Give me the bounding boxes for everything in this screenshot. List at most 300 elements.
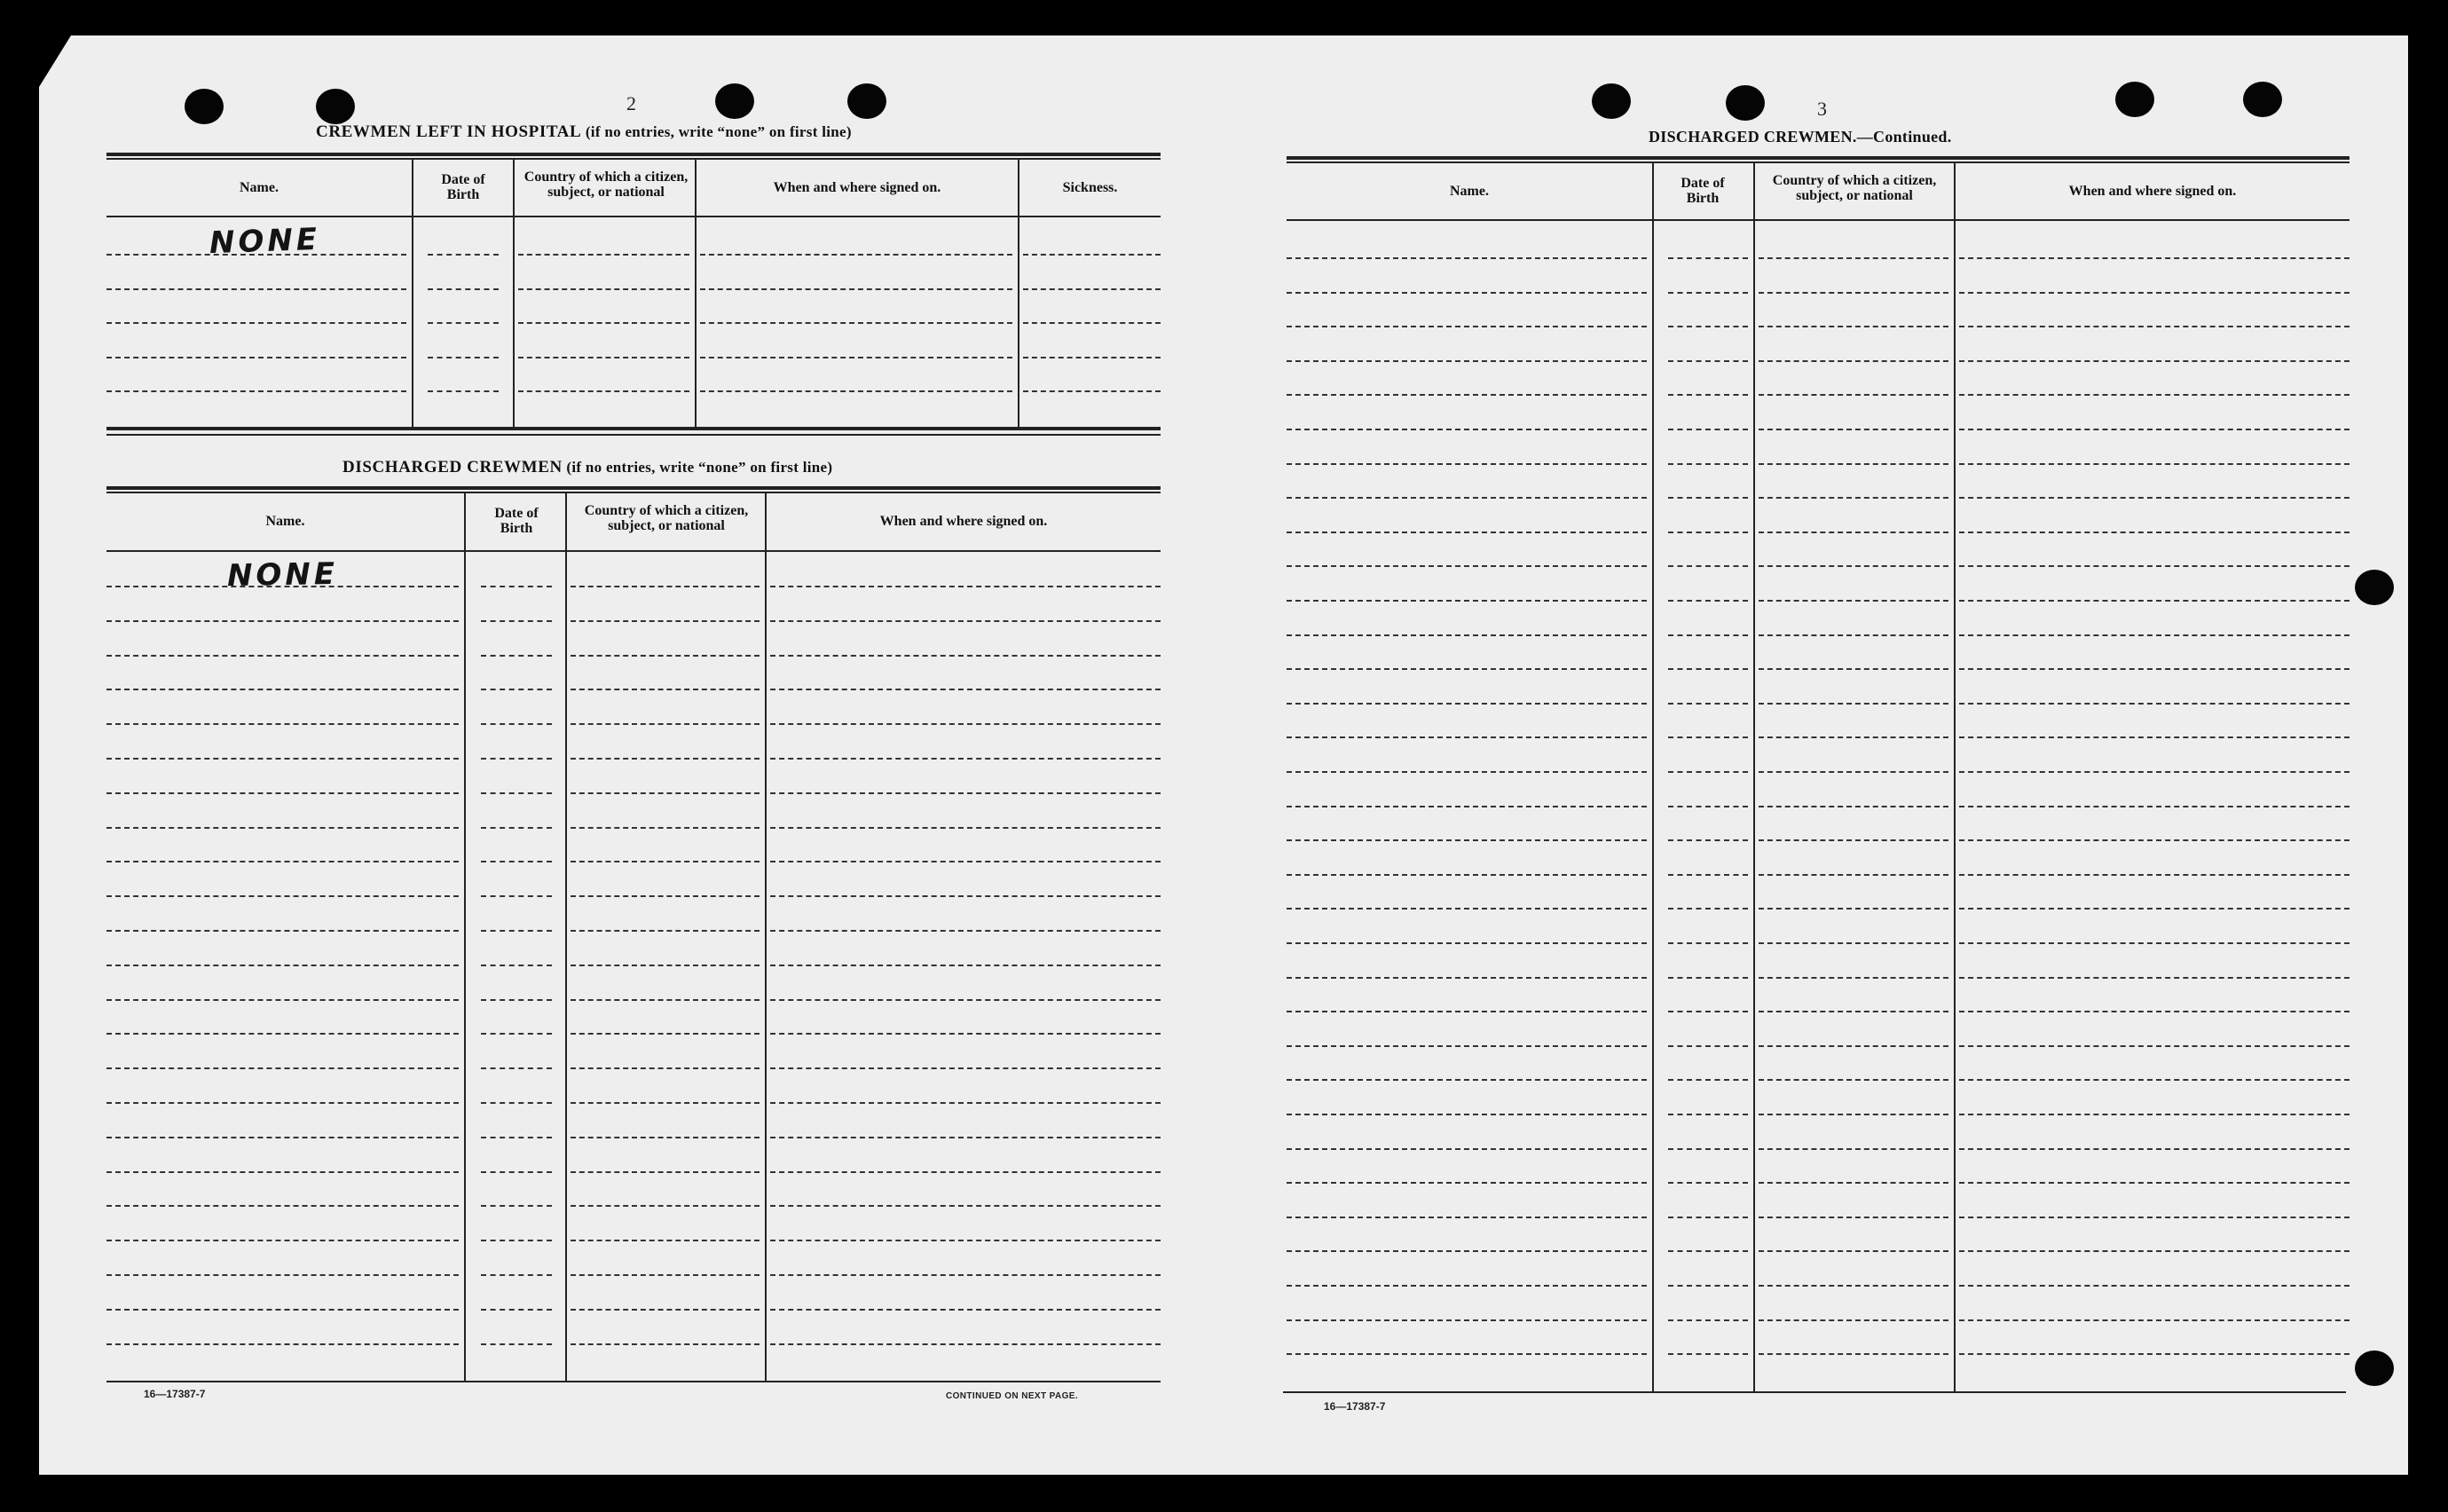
ruled-line: [770, 1033, 1161, 1035]
ruled-line: [481, 1171, 552, 1173]
ruled-line: [1759, 874, 1948, 876]
form-number: 16—17387-7: [144, 1388, 206, 1400]
ruled-line: [1668, 1353, 1748, 1355]
column-header-country: Country of which a citizen, subject, or national: [523, 169, 689, 200]
ruled-line: [571, 1309, 760, 1311]
punch-hole: [2243, 82, 2282, 117]
ruled-line: [1959, 497, 2350, 499]
ruled-line: [1759, 1011, 1948, 1012]
ruled-line: [1759, 1285, 1948, 1287]
ruled-line: [770, 1171, 1161, 1173]
column-divider: [513, 158, 515, 429]
ruled-line: [1668, 600, 1748, 602]
ruled-line: [770, 689, 1161, 690]
ruled-line: [1959, 1079, 2350, 1081]
ruled-line: [1759, 1250, 1948, 1252]
ruled-line: [571, 655, 760, 657]
ruled-line: [481, 586, 552, 587]
ruled-line: [1287, 600, 1647, 602]
ruled-line: [106, 999, 459, 1001]
ruled-line: [1287, 1045, 1647, 1047]
ruled-line: [1959, 908, 2350, 910]
ruled-line: [1959, 806, 2350, 807]
ruled-line: [428, 357, 499, 358]
ruled-line: [1759, 463, 1948, 465]
ruled-line: [1287, 532, 1647, 533]
ruled-line: [1959, 1217, 2350, 1218]
punch-hole: [1592, 83, 1631, 119]
ruled-line: [770, 1205, 1161, 1207]
ruled-line: [1023, 288, 1161, 290]
ruled-line: [1668, 1250, 1748, 1252]
ruled-line: [770, 999, 1161, 1001]
ruled-line: [770, 1309, 1161, 1311]
handwritten-entry: NONE: [226, 555, 339, 595]
ruled-line: [1959, 1319, 2350, 1321]
column-divider: [765, 492, 767, 1382]
ruled-line: [1959, 1182, 2350, 1184]
punch-hole: [715, 83, 754, 119]
ruled-line: [1759, 394, 1948, 396]
ruled-line: [1287, 1353, 1647, 1355]
ruled-line: [1287, 1285, 1647, 1287]
ruled-line: [1959, 736, 2350, 738]
ruled-line: [700, 288, 1012, 290]
column-divider: [412, 158, 413, 429]
ruled-line: [1668, 394, 1748, 396]
punch-hole: [1726, 85, 1765, 121]
ruled-line: [1287, 1217, 1647, 1218]
discharged-continued-title: DISCHARGED CREWMEN.—Continued.: [1649, 128, 1952, 146]
punch-hole: [185, 89, 224, 124]
ruled-line: [1668, 874, 1748, 876]
ruled-line: [1668, 1079, 1748, 1081]
page-number: 3: [1817, 98, 1827, 120]
ruled-line: [481, 620, 552, 622]
ruled-line: [1959, 1353, 2350, 1355]
form-number: 16—17387-7: [1324, 1400, 1386, 1413]
ruled-line: [770, 930, 1161, 932]
ruled-line: [770, 1240, 1161, 1241]
ruled-line: [1759, 1319, 1948, 1321]
table-bottom-rule: [106, 1381, 1161, 1382]
ruled-line: [428, 254, 499, 256]
ruled-line: [1287, 736, 1647, 738]
ruled-line: [571, 1343, 760, 1345]
ruled-line: [1959, 565, 2350, 567]
ruled-line: [106, 1067, 459, 1069]
ruled-line: [1668, 668, 1748, 670]
ruled-line: [770, 792, 1161, 794]
ruled-line: [1287, 497, 1647, 499]
ruled-line: [770, 586, 1161, 587]
ruled-line: [1287, 634, 1647, 636]
ruled-line: [481, 1137, 552, 1138]
header-rule: [106, 216, 1161, 217]
ruled-line: [1668, 360, 1748, 362]
ruled-line: [106, 861, 459, 862]
ruled-line: [1287, 1079, 1647, 1081]
ruled-line: [770, 827, 1161, 829]
ruled-line: [518, 254, 689, 256]
ruled-line: [770, 758, 1161, 760]
ruled-line: [770, 655, 1161, 657]
ruled-line: [1023, 322, 1161, 324]
ruled-line: [1287, 874, 1647, 876]
ruled-line: [1287, 360, 1647, 362]
ruled-line: [571, 1274, 760, 1276]
ruled-line: [481, 1067, 552, 1069]
ruled-line: [1959, 326, 2350, 327]
ruled-line: [1759, 1182, 1948, 1184]
column-header-name: Name.: [265, 513, 305, 529]
ruled-line: [106, 1309, 459, 1311]
ruled-line: [1287, 394, 1647, 396]
ruled-line: [770, 895, 1161, 897]
ruled-line: [1668, 565, 1748, 567]
ruled-line: [571, 827, 760, 829]
table-top-rule: [106, 158, 1161, 160]
ruled-line: [106, 1137, 459, 1138]
hospital-section-title: [316, 122, 852, 142]
ruled-line: [1668, 1114, 1748, 1115]
ruled-line: [1287, 463, 1647, 465]
ruled-line: [1959, 1011, 2350, 1012]
ruled-line: [1287, 1011, 1647, 1012]
ruled-line: [1023, 357, 1161, 358]
ruled-line: [770, 1102, 1161, 1104]
ruled-line: [1668, 1011, 1748, 1012]
ruled-line: [1759, 292, 1948, 294]
ruled-line: [106, 322, 406, 324]
table-bottom-rule: [1283, 1391, 2346, 1393]
ruled-line: [1759, 942, 1948, 944]
ruled-line: [1668, 326, 1748, 327]
ruled-line: [571, 1137, 760, 1138]
ruled-line: [481, 999, 552, 1001]
ruled-line: [700, 390, 1012, 392]
ruled-line: [481, 723, 552, 725]
ruled-line: [1287, 429, 1647, 430]
ruled-line: [571, 1205, 760, 1207]
ruled-line: [1959, 771, 2350, 773]
ruled-line: [1668, 977, 1748, 979]
ruled-line: [571, 758, 760, 760]
punch-hole: [316, 89, 355, 124]
ruled-line: [1668, 942, 1748, 944]
ruled-line: [571, 930, 760, 932]
ruled-line: [1668, 497, 1748, 499]
ruled-line: [1287, 292, 1647, 294]
ruled-line: [571, 1033, 760, 1035]
ruled-line: [518, 322, 689, 324]
column-header-name: Name.: [1450, 183, 1489, 199]
ruled-line: [571, 620, 760, 622]
ruled-line: [1959, 257, 2350, 259]
ruled-line: [1759, 703, 1948, 705]
ruled-line: [1287, 1182, 1647, 1184]
ruled-line: [1759, 1353, 1948, 1355]
ruled-line: [700, 357, 1012, 358]
ruled-line: [106, 1171, 459, 1173]
ruled-line: [1287, 1319, 1647, 1321]
ruled-line: [1759, 532, 1948, 533]
ruled-line: [481, 930, 552, 932]
ruled-line: [1287, 565, 1647, 567]
ruled-line: [1668, 1182, 1748, 1184]
ruled-line: [1287, 977, 1647, 979]
ruled-line: [1959, 463, 2350, 465]
ruled-line: [1668, 1285, 1748, 1287]
punch-hole: [2115, 82, 2154, 117]
ruled-line: [700, 254, 1012, 256]
ruled-line: [106, 390, 406, 392]
ruled-line: [1023, 390, 1161, 392]
ruled-line: [1959, 942, 2350, 944]
ruled-line: [1959, 874, 2350, 876]
ruled-line: [1959, 634, 2350, 636]
ruled-line: [1959, 839, 2350, 841]
table-bottom-rule: [106, 434, 1161, 436]
ruled-line: [428, 288, 499, 290]
ruled-line: [1959, 600, 2350, 602]
ruled-line: [1959, 1114, 2350, 1115]
ruled-line: [1959, 1285, 2350, 1287]
ruled-line: [106, 1102, 459, 1104]
ruled-line: [1759, 360, 1948, 362]
ruled-line: [1759, 736, 1948, 738]
ruled-line: [571, 965, 760, 966]
ruled-line: [1759, 326, 1948, 327]
ruled-line: [1287, 1148, 1647, 1150]
ruled-line: [481, 655, 552, 657]
ruled-line: [571, 1240, 760, 1241]
table-top-rule: [1287, 161, 2350, 163]
discharged-instruction: (if no entries, write “none” on first line): [566, 459, 833, 476]
ruled-line: [1759, 429, 1948, 430]
ruled-line: [571, 1171, 760, 1173]
ruled-line: [1668, 463, 1748, 465]
ruled-line: [1287, 668, 1647, 670]
ruled-line: [1959, 360, 2350, 362]
ruled-line: [1759, 1079, 1948, 1081]
hospital-title-text: CREWMEN LEFT IN HOSPITAL: [316, 122, 582, 141]
ruled-line: [1759, 1148, 1948, 1150]
ruled-line: [1287, 1250, 1647, 1252]
ruled-line: [1287, 1114, 1647, 1115]
column-header-when-where: When and where signed on.: [879, 513, 1048, 529]
ruled-line: [571, 1102, 760, 1104]
ruled-line: [571, 895, 760, 897]
ruled-line: [518, 357, 689, 358]
ruled-line: [1759, 1045, 1948, 1047]
ruled-line: [571, 1067, 760, 1069]
ruled-line: [481, 689, 552, 690]
document-sheet: [39, 35, 2408, 1475]
ruled-line: [1287, 839, 1647, 841]
ruled-line: [700, 322, 1012, 324]
ruled-line: [1668, 806, 1748, 807]
ruled-line: [1668, 839, 1748, 841]
ruled-line: [1759, 839, 1948, 841]
punch-hole: [2355, 1351, 2394, 1386]
ruled-line: [428, 322, 499, 324]
ruled-line: [1759, 600, 1948, 602]
ruled-line: [518, 390, 689, 392]
ruled-line: [770, 1137, 1161, 1138]
ruled-line: [1959, 532, 2350, 533]
ruled-line: [1959, 668, 2350, 670]
ruled-line: [1287, 257, 1647, 259]
ruled-line: [106, 723, 459, 725]
ruled-line: [1759, 977, 1948, 979]
ruled-line: [481, 861, 552, 862]
column-header-sickness: Sickness.: [1062, 179, 1118, 195]
ruled-line: [106, 689, 459, 690]
ruled-line: [1287, 703, 1647, 705]
discharged-section-title: [342, 458, 832, 477]
ruled-line: [106, 1033, 459, 1035]
table-bottom-rule: [106, 427, 1161, 430]
ruled-line: [770, 1274, 1161, 1276]
ruled-line: [1668, 1319, 1748, 1321]
page-number: 2: [626, 92, 636, 114]
ruled-line: [1759, 908, 1948, 910]
column-divider: [1753, 161, 1755, 1393]
ruled-line: [1959, 429, 2350, 430]
ruled-line: [1959, 1250, 2350, 1252]
column-header-date-of-birth: Date of Birth: [1681, 176, 1725, 206]
discharged-title-text: DISCHARGED CREWMEN: [342, 458, 563, 476]
ruled-line: [1759, 1114, 1948, 1115]
table-top-rule: [1287, 156, 2350, 160]
ruled-line: [481, 1033, 552, 1035]
ruled-line: [571, 586, 760, 587]
ruled-line: [1668, 1217, 1748, 1218]
ruled-line: [481, 1205, 552, 1207]
ruled-line: [481, 1309, 552, 1311]
ruled-line: [1668, 1148, 1748, 1150]
ruled-line: [106, 792, 459, 794]
hospital-instruction: (if no entries, write “none” on first line): [585, 123, 852, 140]
ruled-line: [1668, 1045, 1748, 1047]
ruled-line: [106, 1240, 459, 1241]
ruled-line: [1959, 1045, 2350, 1047]
ruled-line: [481, 1343, 552, 1345]
column-header-country: Country of which a citizen, subject, or national: [1772, 173, 1937, 203]
ruled-line: [1287, 942, 1647, 944]
ruled-line: [106, 965, 459, 966]
ruled-line: [770, 861, 1161, 862]
column-header-name: Name.: [240, 179, 279, 195]
ruled-line: [106, 895, 459, 897]
ruled-line: [1668, 736, 1748, 738]
ruled-line: [1668, 532, 1748, 533]
ruled-line: [106, 1343, 459, 1345]
punch-hole: [847, 83, 886, 119]
punch-hole: [2355, 570, 2394, 605]
table-top-rule: [106, 492, 1161, 493]
ruled-line: [481, 792, 552, 794]
table-top-rule: [106, 486, 1161, 490]
ruled-line: [1759, 565, 1948, 567]
ruled-line: [770, 620, 1161, 622]
column-divider: [1652, 161, 1654, 1393]
ruled-line: [1287, 908, 1647, 910]
ruled-line: [481, 1274, 552, 1276]
ruled-line: [1759, 497, 1948, 499]
ruled-line: [770, 723, 1161, 725]
ruled-line: [106, 827, 459, 829]
ruled-line: [1668, 634, 1748, 636]
continued-note: CONTINUED ON NEXT PAGE.: [946, 1391, 1079, 1401]
ruled-line: [481, 965, 552, 966]
ruled-line: [1023, 254, 1161, 256]
ruled-line: [1668, 703, 1748, 705]
ruled-line: [1959, 1148, 2350, 1150]
column-header-date-of-birth: Date of Birth: [441, 172, 485, 202]
ruled-line: [1759, 1217, 1948, 1218]
column-divider: [565, 492, 567, 1382]
ruled-line: [1759, 257, 1948, 259]
column-header-country: Country of which a citizen, subject, or national: [584, 503, 749, 533]
header-rule: [1287, 219, 2350, 221]
ruled-line: [481, 1102, 552, 1104]
handwritten-entry: NONE: [209, 221, 321, 262]
ruled-line: [518, 288, 689, 290]
ruled-line: [1668, 771, 1748, 773]
ruled-line: [1287, 326, 1647, 327]
column-header-when-where: When and where signed on.: [2068, 183, 2237, 199]
ruled-line: [428, 390, 499, 392]
ruled-line: [481, 1240, 552, 1241]
ruled-line: [1287, 806, 1647, 807]
ruled-line: [571, 689, 760, 690]
ruled-line: [770, 1343, 1161, 1345]
header-rule: [106, 550, 1161, 552]
ruled-line: [106, 655, 459, 657]
ruled-line: [481, 827, 552, 829]
ruled-line: [1668, 908, 1748, 910]
ruled-line: [1759, 806, 1948, 807]
table-top-rule: [106, 153, 1161, 156]
ruled-line: [106, 758, 459, 760]
ruled-line: [1959, 394, 2350, 396]
ruled-line: [106, 930, 459, 932]
ruled-line: [1759, 634, 1948, 636]
column-header-date-of-birth: Date of Birth: [494, 506, 539, 536]
ruled-line: [571, 861, 760, 862]
ruled-line: [1959, 703, 2350, 705]
ruled-line: [106, 620, 459, 622]
ruled-line: [1668, 292, 1748, 294]
ruled-line: [1959, 977, 2350, 979]
ruled-line: [1959, 292, 2350, 294]
ruled-line: [770, 1067, 1161, 1069]
column-header-when-where: When and where signed on.: [773, 179, 941, 195]
column-divider: [1954, 161, 1956, 1393]
ruled-line: [770, 965, 1161, 966]
ruled-line: [1759, 771, 1948, 773]
ruled-line: [106, 288, 406, 290]
ruled-line: [481, 758, 552, 760]
ruled-line: [106, 1205, 459, 1207]
ruled-line: [106, 1274, 459, 1276]
ruled-line: [1668, 257, 1748, 259]
ruled-line: [1759, 668, 1948, 670]
ruled-line: [1668, 429, 1748, 430]
ruled-line: [481, 895, 552, 897]
